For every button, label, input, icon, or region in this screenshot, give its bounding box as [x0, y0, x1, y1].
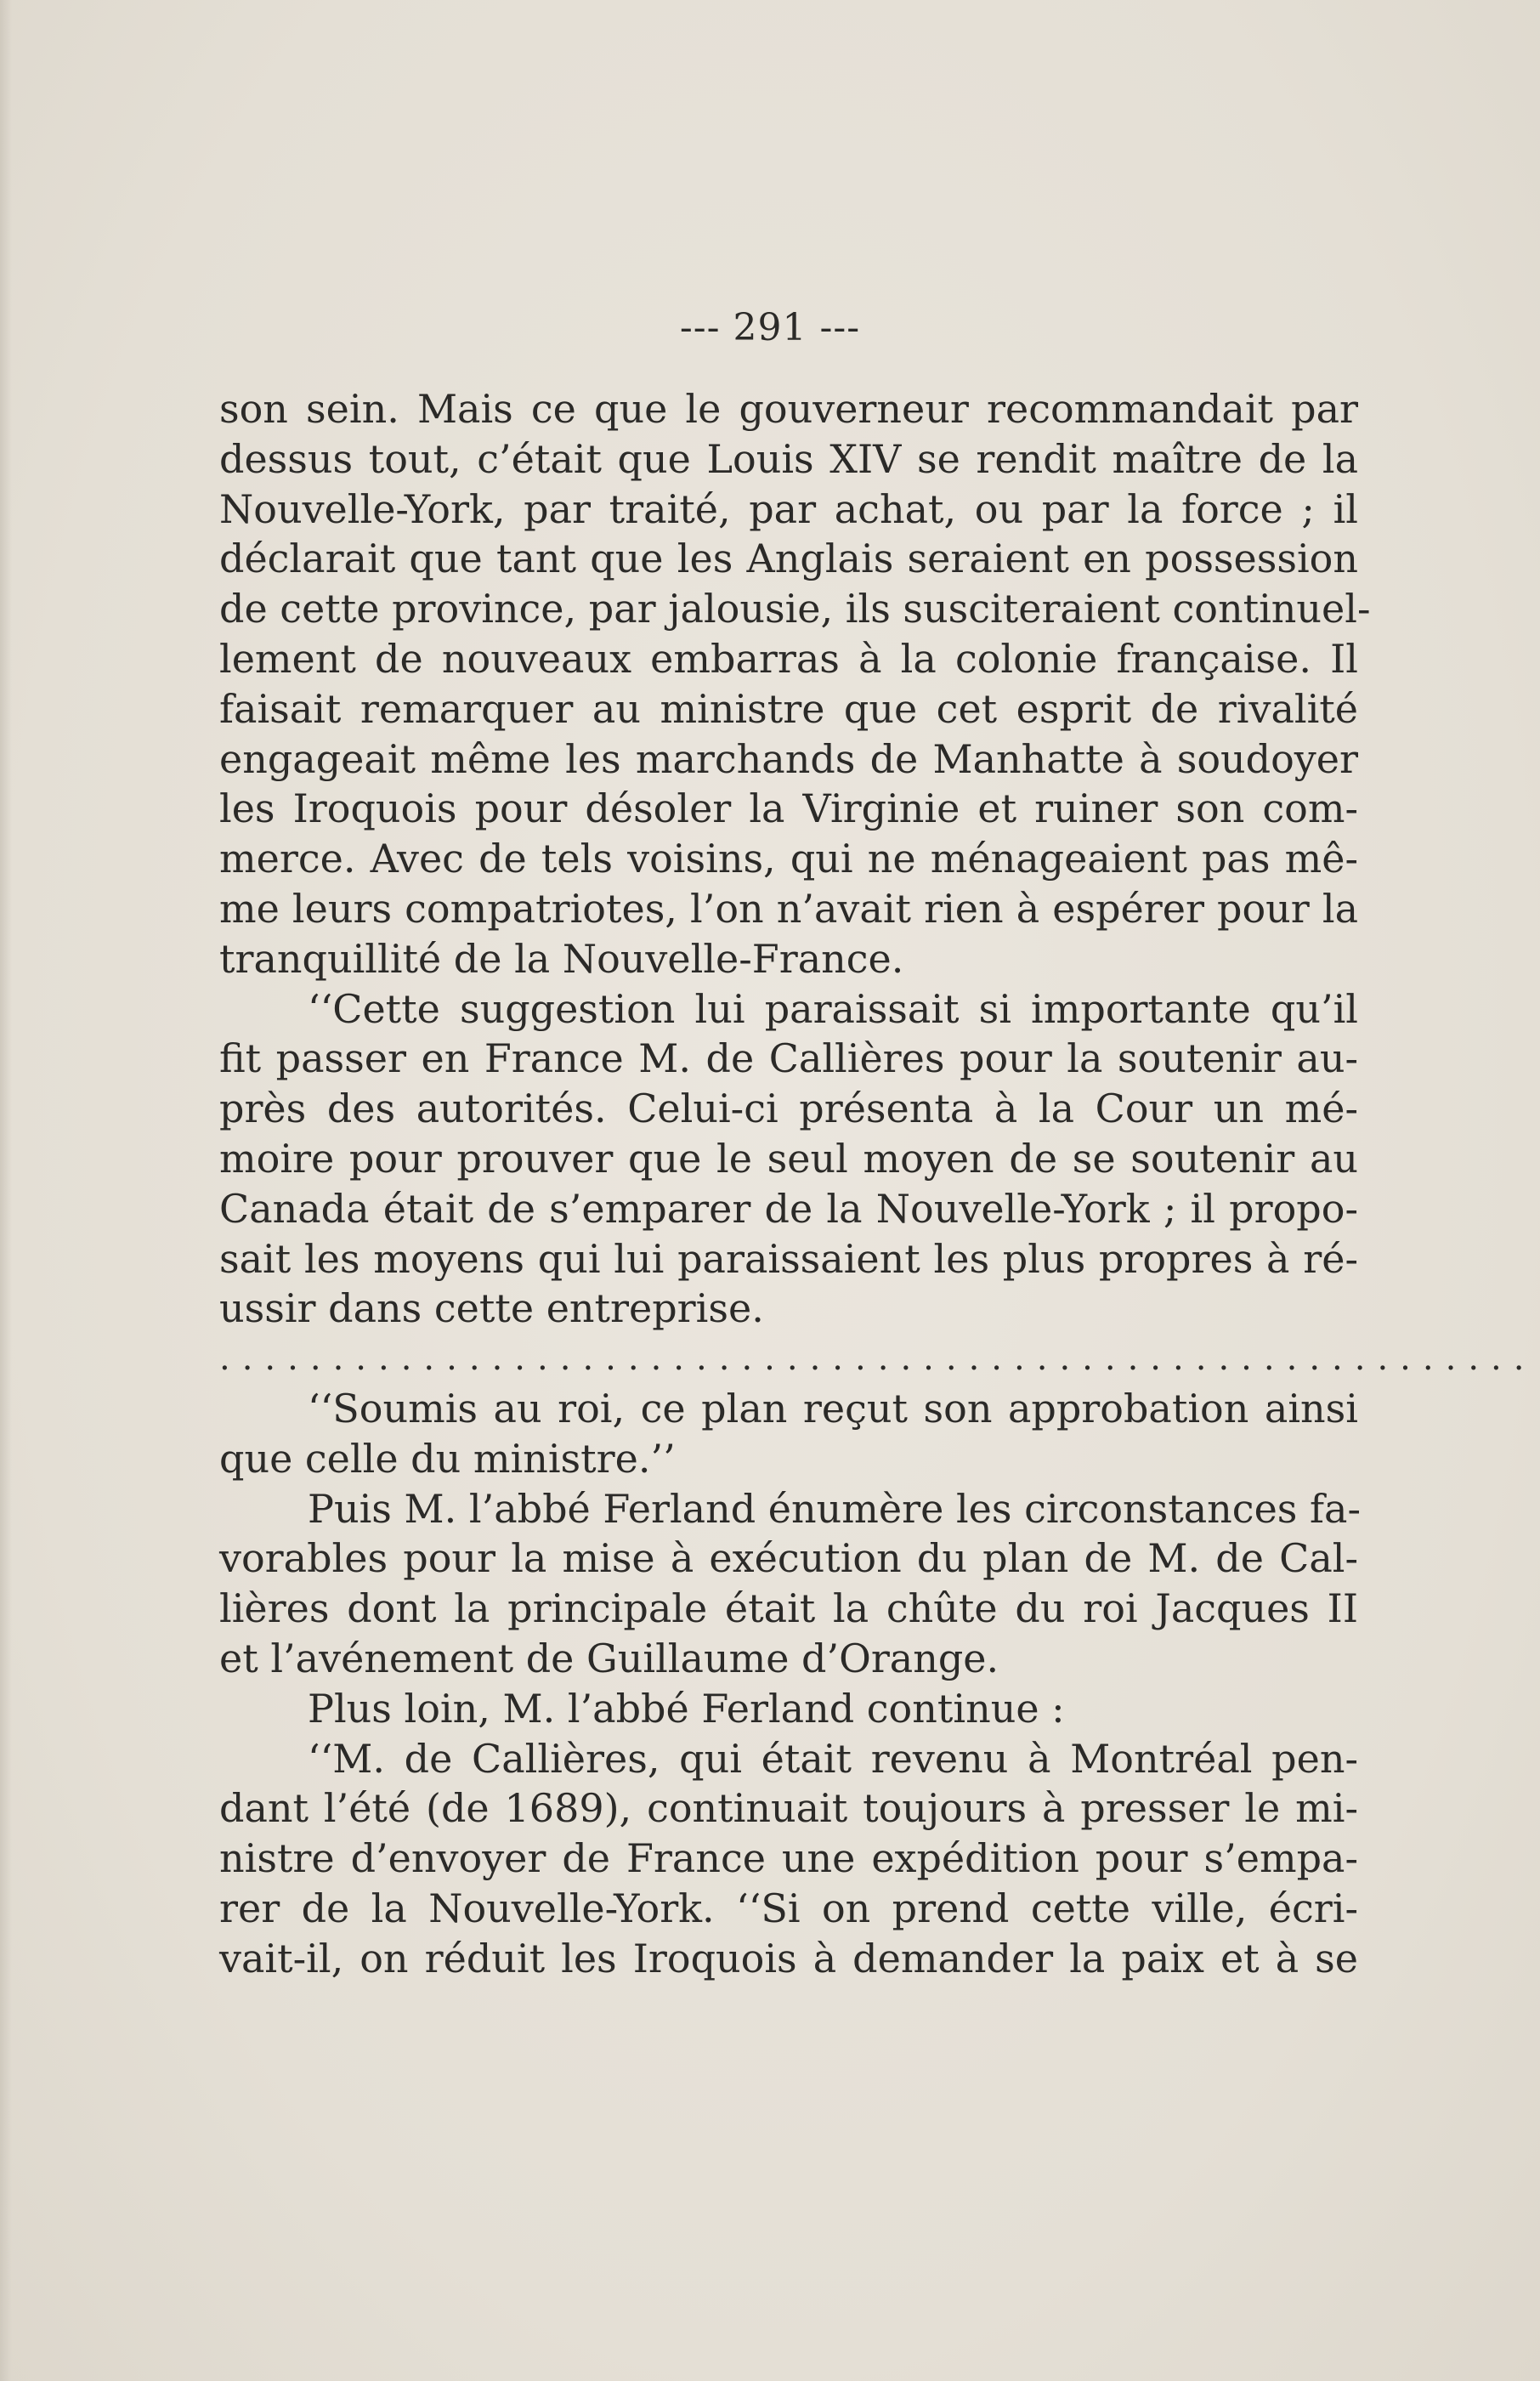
text-line: dant l’été (de 1689), continuait toujours à presser le mi- [219, 1785, 1358, 1832]
page-number: --- 291 --- [679, 306, 861, 349]
text-line: vait-il, on réduit les Iroquois à demander la paix et à se [219, 1935, 1358, 1981]
text-line: me leurs compatriotes, l’on n’avait rien à espérer pour la [219, 885, 1358, 932]
text-line: ‘‘Soumis au roi, ce plan reçut son approbation ainsi [308, 1385, 1358, 1431]
text-line: merce. Avec de tels voisins, qui ne ménageaient pas mê- [219, 836, 1358, 882]
text-line: de cette province, par jalousie, ils susciteraient continuel- [219, 586, 1371, 632]
text-line: faisait remarquer au ministre que cet esprit de rivalité [219, 685, 1358, 732]
text-line: ‘‘Cette suggestion lui paraissait si importante qu’il [308, 985, 1358, 1032]
text-line: et l’avénement de Guillaume d’Orange. [219, 1635, 999, 1681]
text-line: Puis M. l’abbé Ferland énumère les circonstances fa- [308, 1485, 1362, 1532]
text-line: les Iroquois pour désoler la Virginie et ruiner son com- [219, 785, 1358, 832]
page-gutter-shadow [0, 0, 12, 2381]
text-line: nistre d’envoyer de France une expédition pour s’empa- [219, 1835, 1358, 1882]
text-line: rer de la Nouvelle-York. ‘‘Si on prend cette ville, écri- [219, 1885, 1358, 1931]
text-line: fit passer en France M. de Callières pour la soutenir au- [219, 1035, 1358, 1082]
text-line: que celle du ministre.’’ [219, 1435, 676, 1482]
text-line: son sein. Mais ce que le gouverneur recommandait par [219, 386, 1358, 432]
text-line: près des autorités. Celui-ci présenta à la Cour un mé- [219, 1086, 1358, 1132]
text-line: Nouvelle-York, par traité, par achat, ou par la force ; il [219, 485, 1358, 532]
text-line: moire pour prouver que le seul moyen de se soutenir au [219, 1135, 1358, 1182]
body-text [219, 384, 1537, 1984]
text-line: lement de nouveaux embarras à la colonie française. Il [219, 635, 1358, 682]
text-line: tranquillité de la Nouvelle-France. [219, 935, 904, 982]
text-line: vorables pour la mise à exécution du plan de M. de Cal- [219, 1535, 1358, 1582]
text-line: dessus tout, c’était que Louis XIV se rendit maître de la [219, 435, 1358, 482]
text-line: déclarait que tant que les Anglais seraient en possession [219, 536, 1358, 582]
text-line: ‘‘M. de Callières, qui était revenu à Montréal pen- [308, 1735, 1358, 1782]
ellipsis-separator: .......................................................... [219, 1339, 1537, 1379]
text-line: Canada était de s’emparer de la Nouvelle-York ; il propo- [219, 1185, 1358, 1232]
text-line: sait les moyens qui lui paraissaient les plus propres à ré- [219, 1235, 1358, 1282]
text-line: ussir dans cette entreprise. [219, 1285, 764, 1332]
text-line: engageait même les marchands de Manhatte à soudoyer [219, 735, 1358, 782]
text-line: lières dont la principale était la chûte du roi Jacques II [219, 1585, 1358, 1632]
text-line: Plus loin, M. l’abbé Ferland continue : [308, 1685, 1065, 1732]
